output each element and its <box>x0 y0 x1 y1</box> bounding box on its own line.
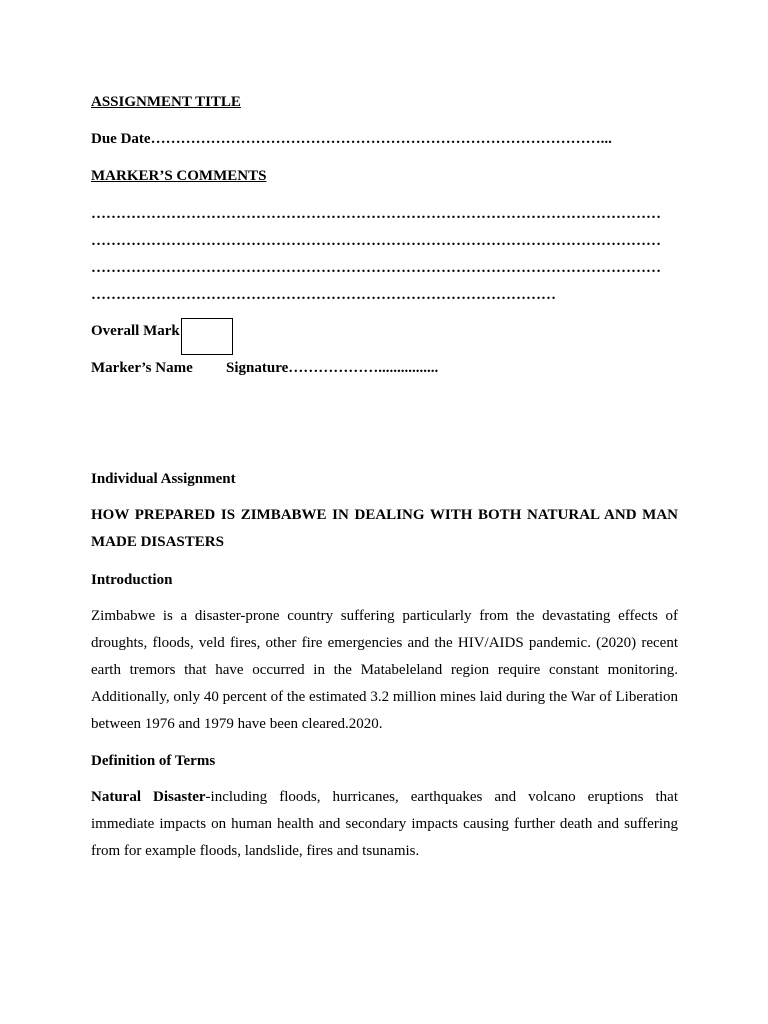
introduction-heading: Introduction <box>91 572 173 588</box>
signature-line <box>226 358 438 378</box>
natural-disaster-text: -including floods, hurricanes, earthquakes and volcano eruptions that immediate impacts on human health and secondary impacts causing further death and suffering from for example floods, landslide, fires and tsunamis. <box>91 789 679 859</box>
due-date-label: Due Date <box>91 131 151 147</box>
comment-line: …………………………………………………………………………………………………… <box>91 260 661 276</box>
due-date-dots: ………………………………………………………………………………... <box>150 131 612 147</box>
signature-dots: ………………................ <box>288 360 439 376</box>
markers-comments-heading: MARKER’S COMMENTS <box>91 168 267 184</box>
introduction-paragraph: Zimbabwe is a disaster-prone country suffering particularly from the devastating effects of droughts, floods, veld fires, other fire emergencies and the HIV/AIDS pandemic. (2020) recent earth tremors that have occurred in the Matabeleland region require constant monitoring. Additionally, only 40 percent of the estimated 3.2 million mines laid during the War of Liberation between 1976 and 1979 have been cleared.2020. <box>91 608 678 732</box>
due-date-line <box>91 129 612 149</box>
definitions-heading: Definition of Terms <box>91 753 216 769</box>
markers-name-label: Marker’s Name <box>91 360 193 376</box>
comment-line: …………………………………………………………………………………………………… <box>91 233 661 249</box>
assignment-question: HOW PREPARED IS ZIMBABWE IN DEALING WITH BOTH NATURAL AND MAN MADE DISASTERS <box>91 507 678 550</box>
comment-line: …………………………………………………………………………………………………… <box>91 206 661 222</box>
comment-line: ………………………………………………………………………………… <box>91 287 556 303</box>
natural-disaster-definition <box>91 784 678 865</box>
overall-mark-box <box>181 318 233 355</box>
overall-mark-label: Overall Mark <box>91 323 180 339</box>
assignment-type: Individual Assignment <box>91 471 236 487</box>
assignment-title-heading: ASSIGNMENT TITLE <box>91 94 241 110</box>
natural-disaster-term: Natural Disaster <box>91 789 206 805</box>
signature-label: Signature <box>226 360 289 376</box>
